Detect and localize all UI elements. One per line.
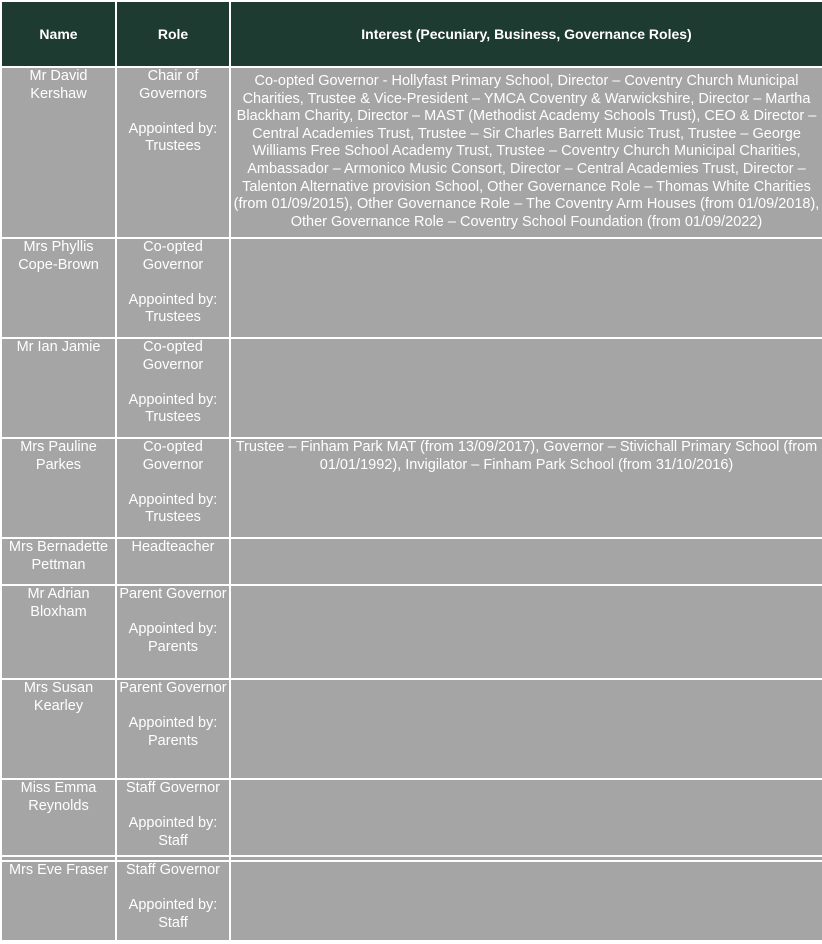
governor-name: Mrs Eve Fraser [1, 861, 116, 941]
governor-role-cell [116, 585, 230, 679]
governor-role: Co-opted Governor [142, 239, 204, 273]
governor-role: Co-opted Governor [142, 339, 204, 373]
governor-role-cell [116, 538, 230, 585]
governor-role: Parent Governor [119, 586, 227, 602]
table-row [1, 438, 822, 538]
governor-role: Chair of Governors [139, 68, 207, 102]
governor-interest [230, 585, 822, 679]
governor-name: Miss Emma Reynolds [1, 779, 116, 856]
governor-role-cell [116, 779, 230, 856]
appointed-by: Appointed by: Trustees [128, 291, 218, 326]
governor-interest: Co-opted Governor - Hollyfast Primary School, Director – Coventry Church Municipal Charities, Trustee & Vice-President – YMCA Coventry & Warwickshire, Director – Martha Blackham Charity, Director – MAST (Methodist Academy Schools Trust), CEO & Director – Central Academies Trust, Trustee – Sir Charles Barrett Music Trust, Trustee – George Williams Free School Academy Trust, Trustee – Coventry Church Municipal Charities, Ambassador – Armonico Music Consort, Director – Central Academies Trust, Director – Talenton Alternative provision School, Other Governance Role – Thomas White Charities (from 01/09/2015), Other Governance Role – The Coventry Arm Houses (from 01/09/2018), Other Governance Role – Coventry School Foundation (from 01/09/2022) [230, 67, 822, 238]
appointed-by: Appointed by: Parents [128, 715, 218, 749]
governor-role-cell [116, 67, 230, 238]
governor-role-cell [116, 679, 230, 779]
table-row [1, 538, 822, 585]
appointed-by: Appointed by: Staff [128, 897, 218, 931]
governor-interest: Trustee – Finham Park MAT (from 13/09/2017), Governor – Stivichall Primary School (from 01/01/1992), Invigilator – Finham Park School (from 31/10/2016) [230, 438, 822, 538]
governor-role-cell [116, 861, 230, 941]
governor-interest [230, 679, 822, 779]
governor-role-cell [116, 438, 230, 538]
header-name: Name [1, 1, 116, 67]
governor-interest [230, 538, 822, 585]
table-row [1, 679, 822, 779]
table-row [1, 861, 822, 941]
governor-name: Mrs Phyllis Cope-Brown [1, 238, 116, 338]
appointed-by: Appointed by: Trustees [128, 491, 218, 526]
appointed-by: Appointed by: Trustees [128, 391, 218, 426]
governor-role-cell [116, 238, 230, 338]
appointed-by: Appointed by: Staff [128, 815, 218, 849]
governor-interest [230, 779, 822, 856]
governor-role: Staff Governor [125, 862, 221, 878]
governor-role: Staff Governor [125, 780, 221, 796]
table-row [1, 338, 822, 438]
governor-name: Mr Adrian Bloxham [1, 585, 116, 679]
governor-name: Mr Ian Jamie [1, 338, 116, 438]
governor-role: Parent Governor [119, 680, 227, 696]
header-row [1, 1, 822, 67]
governor-name: Mr David Kershaw [1, 67, 116, 238]
appointed-by: Appointed by: Parents [128, 621, 218, 655]
table-row [1, 585, 822, 679]
governor-role: Headteacher [131, 539, 215, 555]
header-interest: Interest (Pecuniary, Business, Governance Roles) [230, 1, 822, 67]
governor-name: Mrs Pauline Parkes [1, 438, 116, 538]
table-row [1, 779, 822, 856]
governor-interest [230, 238, 822, 338]
table-row [1, 67, 822, 238]
governor-role: Co-opted Governor [142, 439, 204, 473]
appointed-by: Appointed by: Trustees [128, 120, 218, 155]
governor-name: Mrs Bernadette Pettman [1, 538, 116, 585]
header-role: Role [116, 1, 230, 67]
governor-interest [230, 861, 822, 941]
governor-interest [230, 338, 822, 438]
governor-role-cell [116, 338, 230, 438]
table-row [1, 238, 822, 338]
governor-name: Mrs Susan Kearley [1, 679, 116, 779]
